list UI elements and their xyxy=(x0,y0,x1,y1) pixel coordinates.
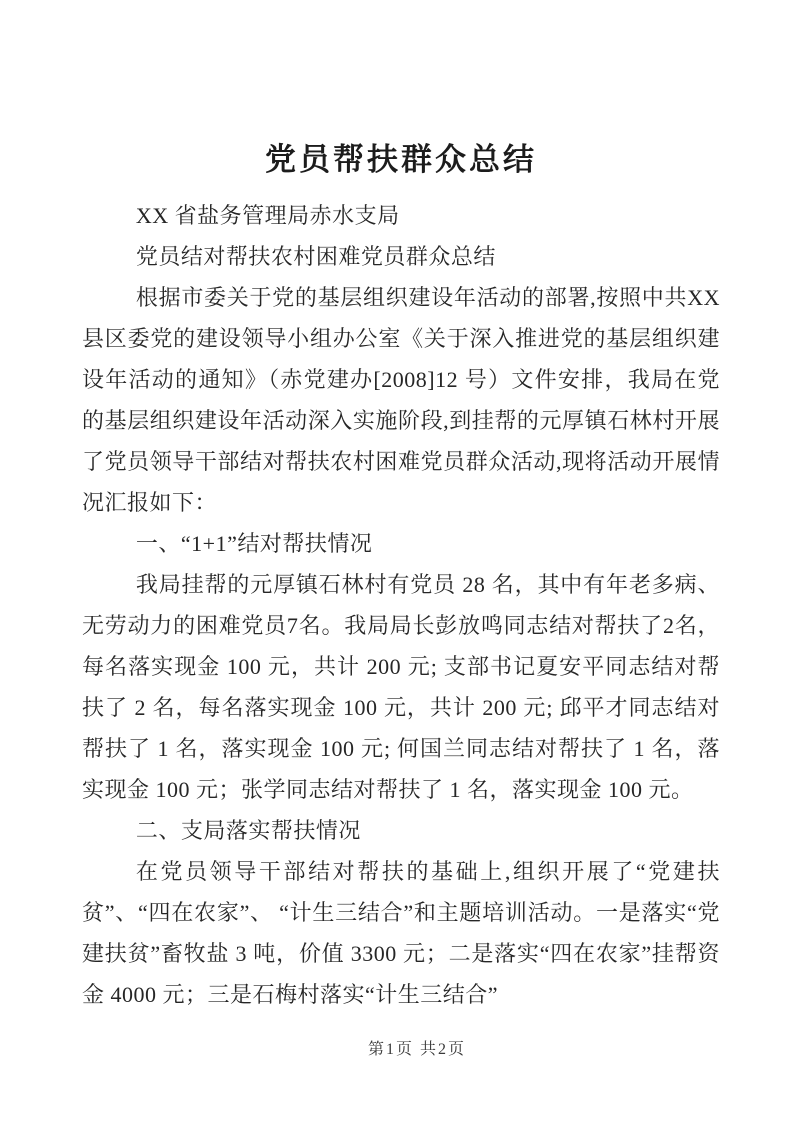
page-number-footer: 第1页 共2页 xyxy=(367,1041,466,1058)
paragraph-intro: 根据市委关于党的基层组织建设年活动的部署,按照中共XX县区委党的建设领导小组办公室《关于深入推进党的基层组织建设年活动的通知》（赤党建办[2008]12 号）文件安排，我局在党的基层组织建设年活动深入实施阶段,到挂帮的元厚镇石林村开展了党员领导干部结对帮扶农村困难党员群众活动,现将活动开展情况汇报如下： xyxy=(82,285,720,515)
section-heading-2: 二、支局落实帮扶情况 xyxy=(135,818,361,843)
paragraph-section-2: 在党员领导干部结对帮扶的基础上,组织开展了“党建扶贫”、“四在农家”、 “计生三结合”和主题培训活动。一是落实“党建扶贫”畜牧盐 3 吨，价值 3300 元；二是落实“四在农家”挂帮资金 4000 元；三是石梅村落实“计生三结合” xyxy=(82,859,720,1007)
paragraph-section-1: 我局挂帮的元厚镇石林村有党员 28 名，其中有年老多病、无劳动力的困难党员7名。我局局长彭放鸣同志结对帮扶了2名，每名落实现金 100 元，共计 200 元; 支部书记夏安平同志结对帮扶了 2 名，每名落实现金 100 元，共计 200 元; 邱平才同志结对帮扶了 1 名，落实现金 100 元; 何国兰同志结对帮扶了 1 名，落实现金 100 元；张学同志结对帮扶了 1 名，落实现金 100 元。 xyxy=(82,572,720,802)
paragraph-subtitle: 党员结对帮扶农村困难党员群众总结 xyxy=(135,244,496,269)
document-title: 党员帮扶群众总结 xyxy=(265,142,537,177)
document-body xyxy=(82,140,720,1015)
section-heading-1: 一、“1+1”结对帮扶情况 xyxy=(135,531,373,556)
paragraph-byline: XX 省盐务管理局赤水支局 xyxy=(135,203,400,228)
